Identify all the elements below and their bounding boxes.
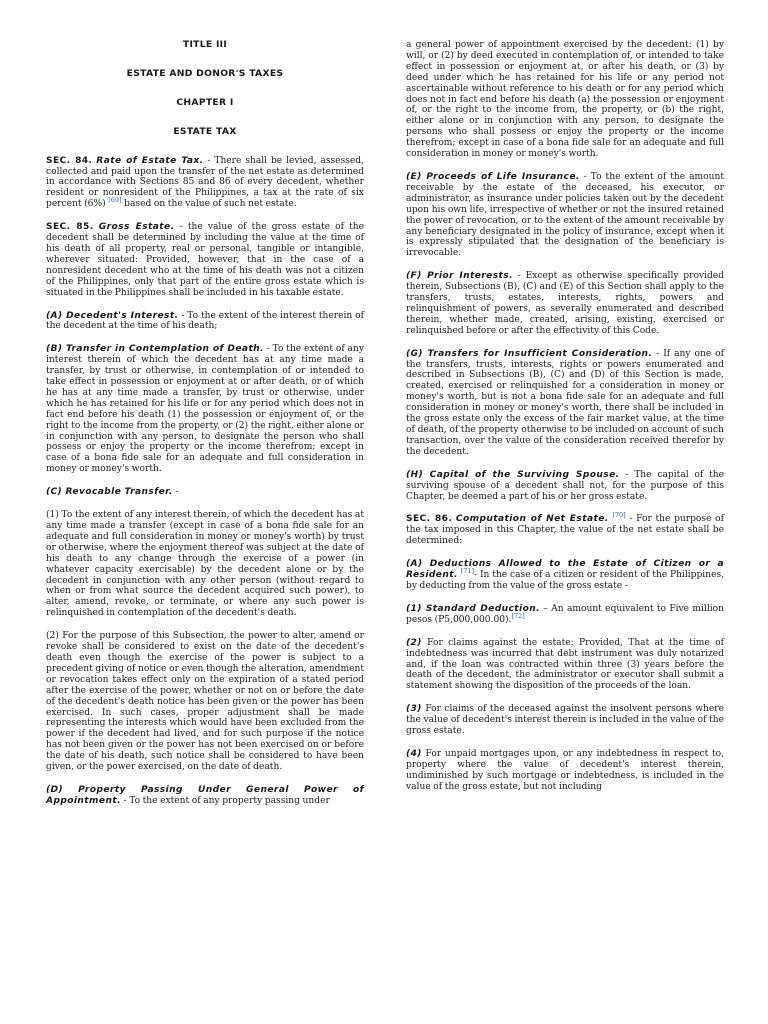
subsection-f-text: - Except as otherwise specifically provided therein, Subsections (B), (C) and (E) of this Section shall apply to the transfers, trusts, estates, interests, rights, powers and relinquishment of powers, as severally enumerated and described therein, whether made, created, arising, existing, exercised or relinquished before or after the effectivity of this Code. [406,271,724,336]
section-85-heading: Gross Estate. [98,222,175,233]
subsection-e-text: - To the extent of the amount receivable by the estate of the deceased, his executor, or administrator, as insurance under policies taken out by the decedent upon his own life, irrespective of whether or not the insured retained the power of revocation, or to the extent of the amount receivable by any beneficiary designated in the policy of insurance, except when it is expressly stipulated that the designation of the beneficiary is irrevocable. [406,171,724,259]
subsection-b-paragraph [46,344,364,475]
section-86-heading: Computation of Net Estate. [455,514,609,525]
subsection-a-heading: (A) Decedent's Interest. [46,310,179,321]
deduction-1-paragraph [406,604,724,626]
deduction-2-number: (2) [406,637,422,648]
subsection-d-paragraph [46,785,364,807]
deduction-1-heading: (1) Standard Deduction. [406,603,540,614]
subsection-h-heading: (H) Capital of the Surviving Spouse. [406,469,620,480]
subsection-g-heading: (G) Transfers for Insufficient Consideration. [406,348,653,359]
deduction-3-text: For claims of the deceased against the insolvent persons where the value of decedent's interest therein is included in the value of the gross estate. [406,704,724,737]
chapter-name-heading: ESTATE TAX [173,125,237,137]
subsection-h-text: - The capital of the surviving spouse of a decedent shall not, for the purpose of this Chapter, be deemed a part of his or her gross estate. [406,469,725,502]
subsection-h-paragraph [406,470,724,503]
subsection-a-paragraph [46,311,364,333]
right-column [406,40,724,805]
section-84-heading: Rate of Estate Tax. [96,155,204,166]
section-85-number: SEC. 85. [46,222,94,233]
deductions-a-paragraph [406,559,724,592]
subsection-c-text: - [172,487,179,498]
subsection-c1-paragraph: (1) To the extent of any interest therein, of which the decedent has at any time made a transfer (except in case of a bona fide sale for an adequate and full consideration in money or money's worth) by trust or otherwise, where the enjoyment thereof was subject at the date of his death to any change through the exercise of a power (in whatever capacity exercisable) by the decedent alone or by the decedent in conjunction with any other person (without regard to when or from what source the decedent acquired such power), to alter, amend, revoke, or terminate, or where any such power is relinquished in contemplation of the decedent's death. [46,510,364,619]
left-column [46,40,364,819]
section-84-text: - There shall be levied, assessed, collected and paid upon the transfer of the net estate as determined in accordance with Sections 85 and 86 of every decedent, whether resident or nonresident of the Philippines, a tax at the rate of six percent (6%) [46,155,364,210]
subsection-a-text: - To the extent of the interest therein of the decedent at the time of his death; [46,310,364,332]
subsection-b-text: - To the extent of any interest therein of which the decedent has at any time made a transfer, by trust or otherwise, in contemplation of or intended to take effect in possession or enjoyment at or after death, or of which he has at any time made a transfer, by trust or otherwise, under which he has retained for his life or for any period which does not in fact end before his death (1) the possession or enjoyment of, or the right to the income from the property, or (2) the right, either alone or in conjunction with any person, to designate the person who shall possess or enjoy the property or the income therefrom; except in case of a bona fide sale for an adequate and full consideration in money or money's worth. [46,344,364,475]
subsection-e-heading: (E) Proceeds of Life Insurance. [406,171,580,182]
subsection-e-paragraph [406,172,724,259]
section-84-number: SEC. 84. [46,155,93,166]
deduction-4-text: For unpaid mortgages upon, or any indebtedness in respect to, property where the value of decedent's interest therein, undiminished by such mortgage or indebtedness, is included in the value of the gross estate, but not including [406,748,724,792]
section-85-paragraph [46,222,364,298]
deductions-a-text: - In the case of a citizen or resident of the Philippines, by deducting from the value of the gross estate - [406,570,725,591]
subtitle-heading: ESTATE AND DONOR'S TAXES [126,67,284,79]
deduction-4-number: (4) [406,748,422,759]
subsection-c-paragraph [46,487,364,498]
chapter-heading: CHAPTER I [176,96,234,108]
footnote-71-link[interactable]: [71] [460,567,475,576]
subsection-g-text: - If any one of the transfers, trusts, interests, rights or powers enumerated and described in Subsections (B), (C) and (D) of this Section is made, created, exercised or relinquished for a consideration in money or money's worth, but is not a bona fide sale for an adequate and full consideration in money or money's worth, there shall be included in the gross estate only the excess of the fair market value, at the time of death, of the property otherwise to be included on account of such transaction, over the value of the consideration received therefor by the decedent. [406,348,724,457]
title-heading: TITLE III [182,39,228,50]
subsection-f-paragraph [406,271,724,336]
subsection-g-paragraph [406,349,724,458]
section-85-text: - the value of the gross estate of the decedent shall be determined by including the value at the time of his death of all property, real or personal, tangible or intangible, wherever situated: Provided, however, that in the case of a nonresident decedent who at the time of his death was not a citizen of the Philippines, only that part of the entire gross estate which is situated in the Philippines shall be included in his taxable estate. [46,222,364,298]
section-84-paragraph [46,156,364,211]
subsection-d-text: - To the extent of any property passing under [120,795,330,806]
section-86-paragraph [406,511,724,547]
section-84-text-end: based on the value of such net estate. [121,199,297,210]
subsection-d-heading: (D) Property Passing Under General Power of Appointment. [46,784,364,806]
footnote-69-link[interactable]: [69] [108,196,122,205]
subsection-f-heading: (F) Prior Interests. [406,271,513,282]
subsection-d-continued: a general power of appointment exercised by the decedent: (1) by will, or (2) by deed executed in contemplation of, or intended to take effect in possession or enjoyment at, or after his death, or (3) by deed under which he has retained for his life or any period not ascertainable without reference to his death or for any period which does not in fact end before his death (a) the possession or enjoyment of, or the right to the income from, the property, or (b) the right, either alone or in conjunction with any person, to designate the persons who shall possess or enjoy the property or the income therefrom; except in case of a bona fide sale for an adequate and full consideration in money or money's worth. [406,40,724,160]
footnote-70-link[interactable]: [70] [612,511,626,520]
deduction-4-paragraph [406,749,724,793]
deduction-2-text: For claims against the estate: Provided, That at the time of indebtedness was incurred that debt instrument was duly notarized and, if the loan was contracted within three (3) years before the death of the decedent, the administrator or executor shall submit a statement showing the disposition of the proceeds of the loan. [406,637,724,692]
deductions-a-heading: (A) Deductions Allowed to the Estate of Citizen or a Resident. [406,559,724,581]
section-86-text: - For the purpose of the tax imposed in this Chapter, the value of the net estate shall be determined: [406,514,724,547]
subsection-c-heading: (C) Revocable Transfer. [46,487,173,498]
deduction-2-paragraph [406,638,724,693]
subsection-c2-paragraph: (2) For the purpose of this Subsection, the power to alter, amend or revoke shall be considered to exist on the date of the decedent's death even though the exercise of the power is subject to a precedent giving of notice or even though the alteration, amendment or revocation takes effect only on the expiration of a stated period after the exercise of the power, whether or not on or before the date of the decedent's death notice has been given or the power has been exercised. In such cases, proper adjustment shall be made representing the interests which would have been excluded from the power if the decedent had lived, and for such purpose if the notice has not been given or the power has not been exercised on or before the date of his death, such notice shall be considered to have been given, or the power exercised, on the date of death. [46,631,364,773]
section-86-number: SEC. 86. [406,514,453,525]
deduction-3-number: (3) [406,704,422,715]
deduction-3-paragraph [406,704,724,737]
deduction-1-text: – An amount equivalent to Five million pesos (P5,000,000.00). [406,603,724,625]
footnote-72-link[interactable]: [72] [511,611,525,620]
subsection-b-heading: (B) Transfer in Contemplation of Death. [46,344,264,355]
